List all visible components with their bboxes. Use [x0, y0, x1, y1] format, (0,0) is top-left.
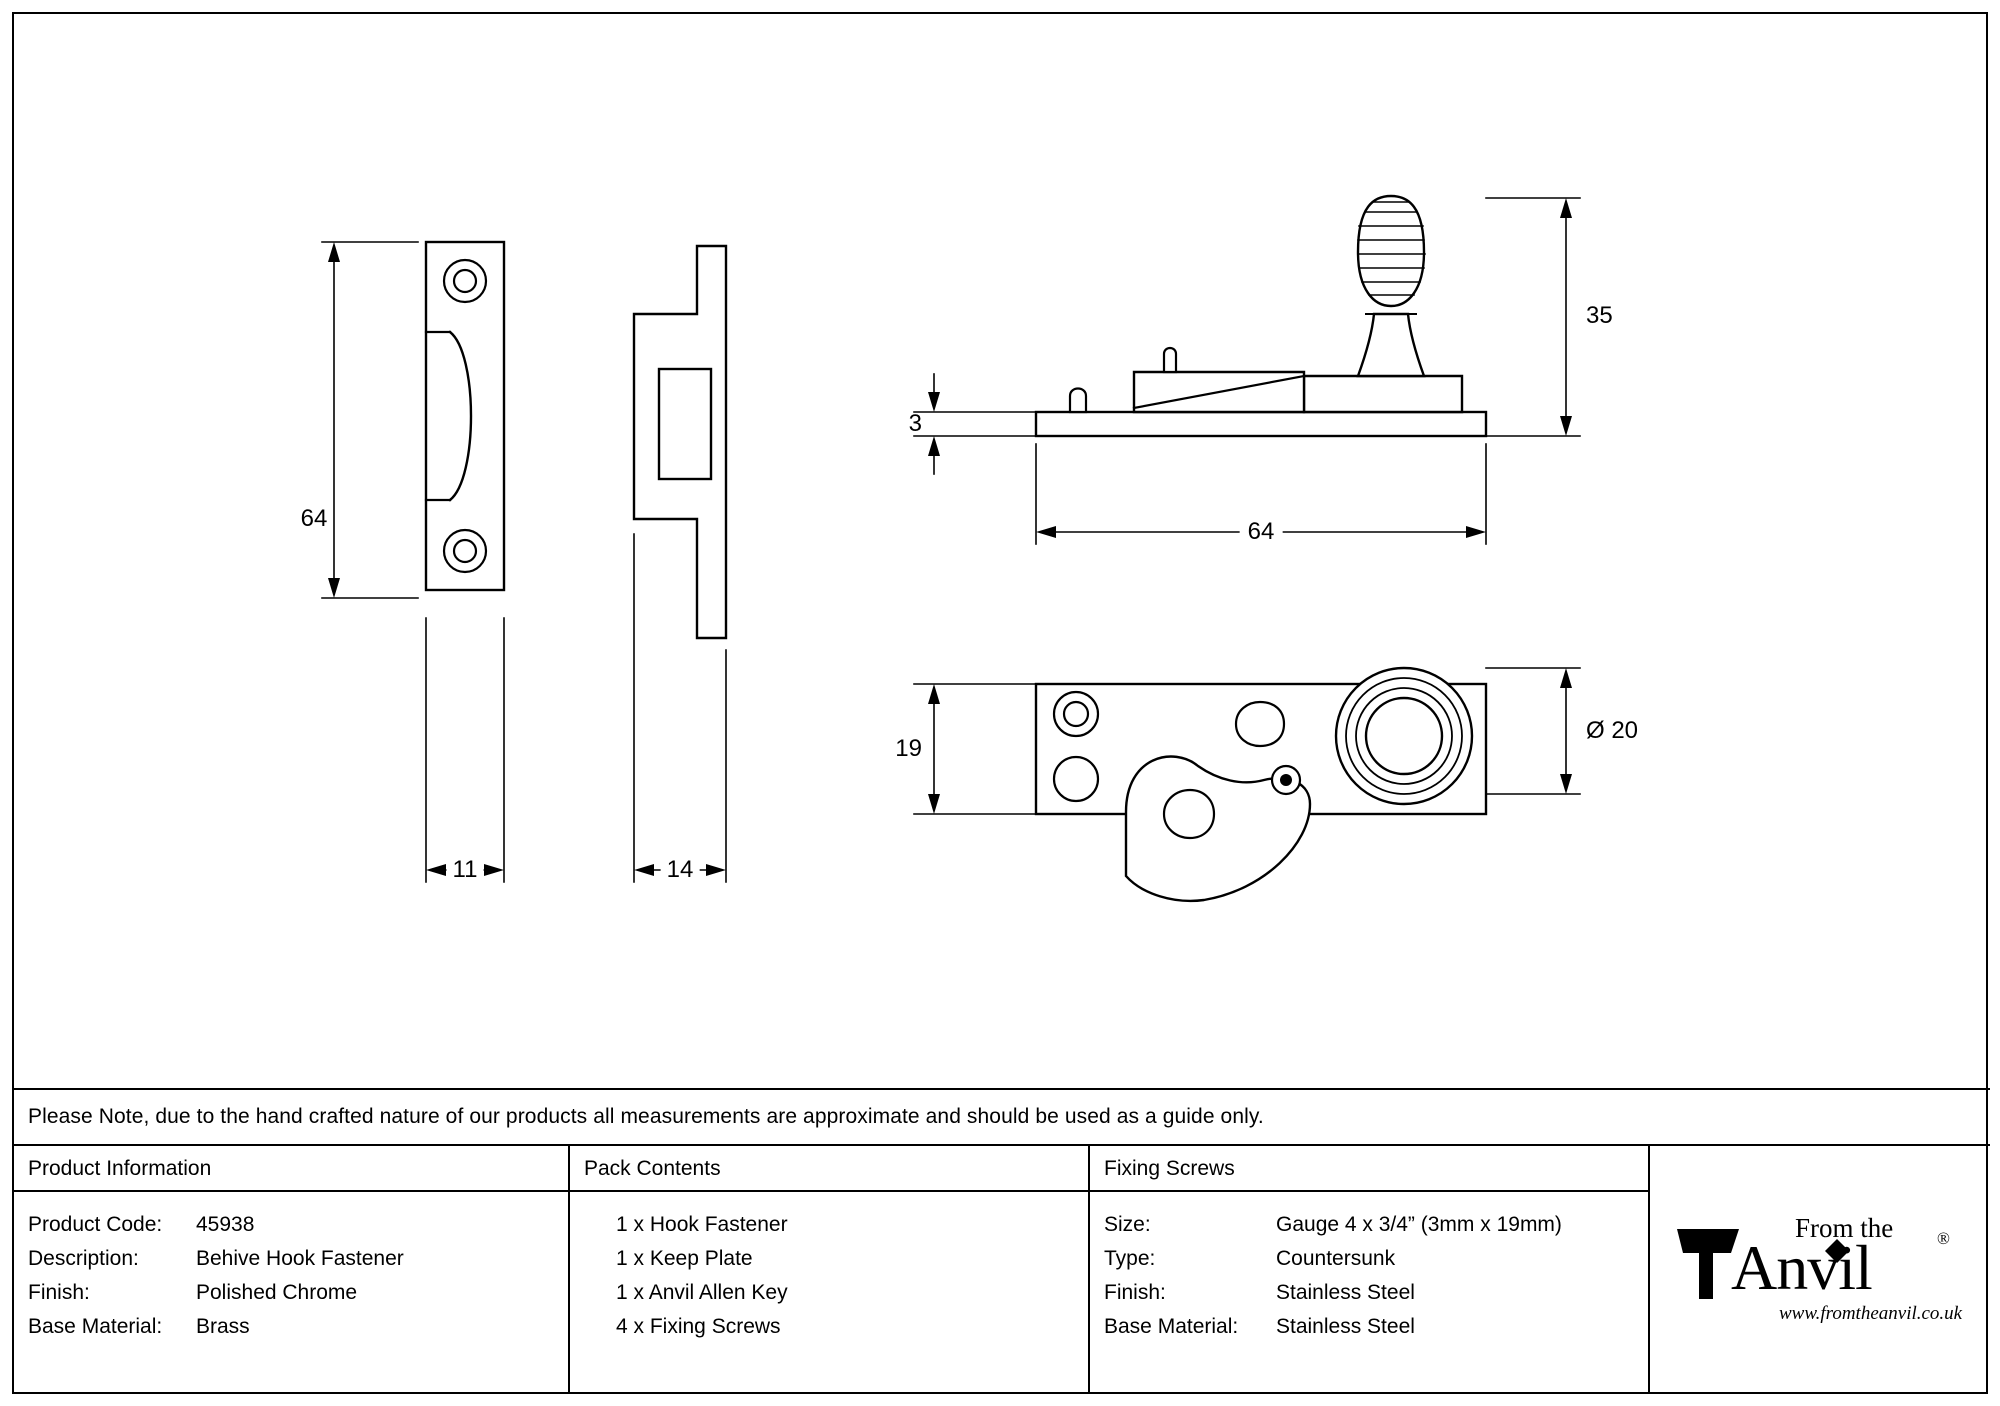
dimension-label-body-thickness: 3	[908, 410, 922, 437]
screw-base-material-value: Stainless Steel	[1276, 1315, 1415, 1338]
fixing-screws-column	[1090, 1146, 1650, 1394]
dimension-label-plate-height: 19	[895, 735, 922, 762]
dimension-64-height	[322, 242, 418, 598]
fastener-plan-view	[1036, 668, 1486, 901]
pack-contents-heading: Pack Contents	[570, 1146, 1088, 1192]
dimension-label-knob-diameter: Ø 20	[1586, 717, 1639, 744]
screw-base-material-label: Base Material:	[1104, 1315, 1239, 1338]
description-value: Behive Hook Fastener	[196, 1247, 404, 1270]
information-table	[14, 1144, 1990, 1394]
description-label: Description:	[28, 1247, 139, 1270]
table-row	[28, 1276, 568, 1310]
logo-anvil-text: Anvil	[1731, 1232, 1872, 1303]
logo-from-the-text: From the	[1795, 1213, 1894, 1243]
pack-contents-column	[570, 1146, 1090, 1394]
screw-type-label: Type:	[1104, 1247, 1156, 1270]
note-text: Please Note, due to the hand crafted nature of our products all measurements are approximate and should be used as a guide only.	[28, 1105, 1264, 1128]
technical-drawing-svg	[14, 14, 1990, 1088]
dimension-diameter-20	[1486, 668, 1580, 794]
fixing-screws-body	[1090, 1192, 1648, 1344]
table-row	[1104, 1310, 1648, 1344]
fixing-screws-heading: Fixing Screws	[1090, 1146, 1648, 1192]
from-the-anvil-logo	[1669, 1195, 1969, 1345]
dimension-label-knob-height: 35	[1586, 302, 1613, 329]
screw-finish-label: Finish:	[1104, 1281, 1166, 1304]
screw-finish-value: Stainless Steel	[1276, 1281, 1415, 1304]
pack-contents-body	[570, 1192, 1088, 1344]
list-item: 4 x Fixing Screws	[616, 1315, 781, 1338]
table-row	[28, 1208, 568, 1242]
approximate-measurements-note	[14, 1088, 1990, 1144]
keep-plate-front-view	[426, 242, 504, 590]
dimension-11-width	[426, 618, 504, 882]
screw-type-value: Countersunk	[1276, 1247, 1396, 1270]
dimension-label-body-length: 64	[1240, 518, 1283, 546]
product-code-label: Product Code:	[28, 1213, 163, 1236]
product-code-value: 45938	[196, 1213, 255, 1236]
drawing-frame	[12, 12, 1988, 1394]
list-item: 1 x Anvil Allen Key	[616, 1281, 788, 1304]
screw-size-value: Gauge 4 x 3/4” (3mm x 19mm)	[1276, 1213, 1562, 1236]
dimension-label-keep-height: 64	[300, 505, 328, 532]
list-item: 1 x Keep Plate	[616, 1247, 753, 1270]
table-row	[28, 1310, 568, 1344]
finish-value: Polished Chrome	[196, 1281, 358, 1304]
brand-logo-column	[1650, 1146, 1988, 1394]
registered-trademark-icon: ®	[1937, 1229, 1950, 1248]
technical-drawing-area	[14, 14, 1990, 1088]
finish-label: Finish:	[28, 1281, 90, 1304]
fastener-side-elevation	[1036, 196, 1486, 436]
dimension-35-height	[1486, 198, 1580, 436]
screw-size-label: Size:	[1104, 1213, 1151, 1236]
product-information-body	[14, 1192, 568, 1344]
base-material-value: Brass	[196, 1315, 250, 1338]
list-item: 1 x Hook Fastener	[616, 1213, 788, 1236]
table-row	[28, 1242, 568, 1276]
dimension-3-thickness	[914, 374, 1036, 474]
product-information-column	[14, 1146, 570, 1394]
product-information-heading: Product Information	[14, 1146, 568, 1192]
keep-plate-side-view	[634, 246, 726, 638]
dimension-19-height	[914, 684, 1036, 814]
dimension-label-keep-width: 11	[447, 856, 484, 884]
logo-website-url: www.fromtheanvil.co.uk	[1779, 1303, 1963, 1324]
table-row	[1104, 1242, 1648, 1276]
table-row	[1104, 1208, 1648, 1242]
dimension-label-keep-side-width: 14	[661, 856, 700, 884]
base-material-label: Base Material:	[28, 1315, 163, 1338]
table-row	[1104, 1276, 1648, 1310]
